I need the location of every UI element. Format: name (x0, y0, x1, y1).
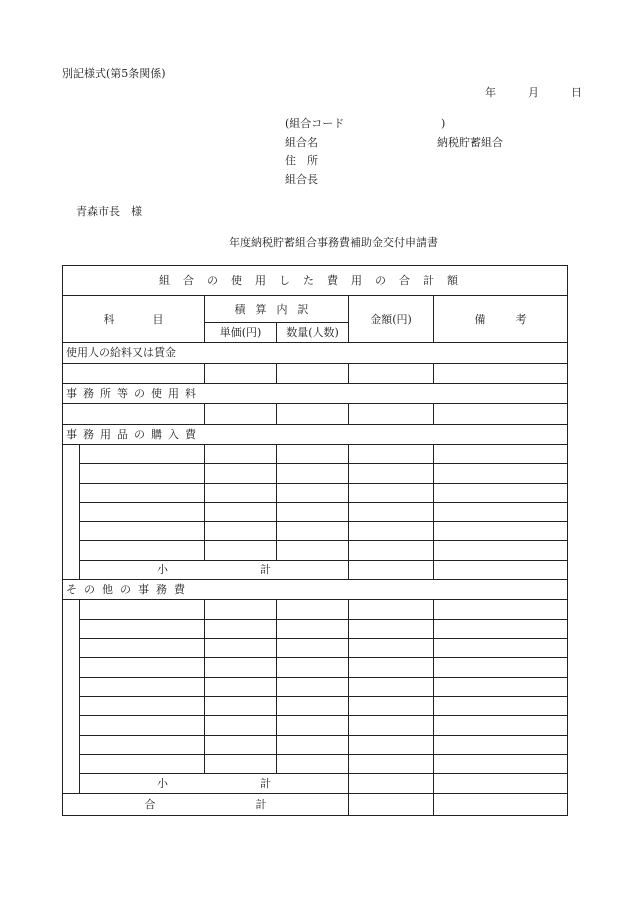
cell-remarks[interactable] (434, 639, 568, 658)
category-row-supplies (63, 424, 568, 444)
cell-unit-price[interactable] (205, 502, 277, 521)
cell-item[interactable] (80, 600, 205, 619)
total-header-text: 組合の使用した費用の合計額 (159, 274, 472, 288)
col-breakdown-header: 積算内訳 (205, 296, 349, 322)
category-row-other (63, 580, 568, 600)
table-row (63, 541, 568, 560)
cell-amount[interactable] (349, 483, 434, 502)
cell-quantity[interactable] (277, 483, 349, 502)
date-day: 日 (571, 86, 582, 99)
column-header-row-1 (63, 296, 568, 322)
cell-remarks[interactable] (434, 522, 568, 541)
cell-amount[interactable] (349, 522, 434, 541)
cell-quantity[interactable] (277, 754, 349, 773)
cell-item[interactable] (80, 696, 205, 715)
cell-remarks[interactable] (434, 502, 568, 521)
cell-unit-price[interactable] (205, 363, 277, 383)
cell-unit-price[interactable] (205, 600, 277, 619)
cell-amount[interactable] (349, 639, 434, 658)
cell-amount[interactable] (349, 619, 434, 638)
subtotal-amount[interactable] (349, 774, 434, 793)
cell-remarks[interactable] (434, 696, 568, 715)
date-year: 年 (485, 86, 496, 99)
cell-quantity[interactable] (277, 600, 349, 619)
form-label: 別記様式(第5条関係) (62, 67, 166, 80)
union-name-value: 納税貯蓄組合 (437, 136, 503, 149)
cell-amount[interactable] (349, 658, 434, 677)
category-label-office-rent: 事務所等の使用料 (63, 383, 568, 403)
cell-remarks[interactable] (434, 754, 568, 773)
cell-unit-price[interactable] (205, 619, 277, 638)
subtotal-remarks[interactable] (434, 560, 568, 579)
cell-amount[interactable] (349, 716, 434, 735)
cell-item[interactable] (63, 363, 205, 383)
table-row (63, 464, 568, 483)
recipient: 青森市長 様 (76, 205, 142, 218)
cell-remarks[interactable] (434, 658, 568, 677)
cell-remarks[interactable] (434, 541, 568, 560)
cell-item[interactable] (80, 754, 205, 773)
cell-remarks[interactable] (434, 363, 568, 383)
col-amount-header: 金額(円) (349, 296, 434, 343)
cell-unit-price[interactable] (205, 639, 277, 658)
table-row (63, 483, 568, 502)
cell-remarks[interactable] (434, 677, 568, 696)
indent-cell (63, 600, 80, 793)
table-row (63, 522, 568, 541)
cell-amount[interactable] (349, 735, 434, 754)
cell-quantity[interactable] (277, 444, 349, 463)
cell-amount[interactable] (349, 404, 434, 424)
grand-total-row (63, 793, 568, 815)
table-row (63, 677, 568, 696)
cell-item[interactable] (80, 541, 205, 560)
table-row (63, 696, 568, 715)
cell-quantity[interactable] (277, 404, 349, 424)
cell-quantity[interactable] (277, 735, 349, 754)
cell-remarks[interactable] (434, 735, 568, 754)
table-row (63, 639, 568, 658)
col-quantity-header: 数量(人数) (277, 322, 349, 342)
cell-item[interactable] (80, 677, 205, 696)
cell-remarks[interactable] (434, 483, 568, 502)
cell-amount[interactable] (349, 600, 434, 619)
union-code-close: ) (441, 117, 446, 130)
cell-amount[interactable] (349, 502, 434, 521)
cell-unit-price[interactable] (205, 444, 277, 463)
cell-amount[interactable] (349, 363, 434, 383)
union-name-label: 組合名 (285, 136, 318, 149)
cell-item[interactable] (80, 619, 205, 638)
grand-total-amount[interactable] (349, 793, 434, 815)
address-label: 住 所 (285, 154, 318, 167)
category-row-office-rent (63, 383, 568, 403)
table-row (63, 444, 568, 463)
category-label-other: その他の事務費 (63, 580, 568, 600)
cell-unit-price[interactable] (205, 658, 277, 677)
cell-item[interactable] (80, 716, 205, 735)
cell-item[interactable] (63, 404, 205, 424)
category-label-wages: 使用人の給料又は賃金 (63, 343, 568, 363)
date-month: 月 (528, 86, 539, 99)
date-line (485, 87, 582, 98)
chief-label: 組合長 (285, 173, 318, 186)
table-row (63, 600, 568, 619)
cell-amount[interactable] (349, 696, 434, 715)
table-row (63, 404, 568, 424)
cell-quantity[interactable] (277, 502, 349, 521)
cell-unit-price[interactable] (205, 677, 277, 696)
cell-quantity[interactable] (277, 363, 349, 383)
cell-amount[interactable] (349, 754, 434, 773)
cell-quantity[interactable] (277, 716, 349, 735)
grand-total-remarks[interactable] (434, 793, 568, 815)
union-code-label: (組合コード (285, 117, 345, 130)
cell-amount[interactable] (349, 677, 434, 696)
cell-quantity[interactable] (277, 619, 349, 638)
cell-amount[interactable] (349, 444, 434, 463)
cell-unit-price[interactable] (205, 696, 277, 715)
cell-item[interactable] (80, 658, 205, 677)
cell-quantity[interactable] (277, 464, 349, 483)
cell-remarks[interactable] (434, 716, 568, 735)
cell-quantity[interactable] (277, 541, 349, 560)
cell-unit-price[interactable] (205, 522, 277, 541)
cell-quantity[interactable] (277, 639, 349, 658)
subtotal-amount[interactable] (349, 560, 434, 579)
document-title: 年度納税貯蓄組合事務費補助金交付申請書 (229, 236, 438, 249)
table-row (63, 735, 568, 754)
subtotal-label: 小 計 (80, 774, 349, 793)
cell-unit-price[interactable] (205, 716, 277, 735)
cell-quantity[interactable] (277, 696, 349, 715)
category-label-supplies: 事務用品の購入費 (63, 424, 568, 444)
cell-unit-price[interactable] (205, 483, 277, 502)
col-unit-price-header: 単価(円) (205, 322, 277, 342)
cell-unit-price[interactable] (205, 404, 277, 424)
table-row (63, 363, 568, 383)
cell-remarks[interactable] (434, 444, 568, 463)
cell-amount[interactable] (349, 464, 434, 483)
cell-remarks[interactable] (434, 464, 568, 483)
subtotal-row-other (63, 774, 568, 793)
cell-item[interactable] (80, 483, 205, 502)
grand-total-label: 合 計 (63, 793, 349, 815)
table-row (63, 502, 568, 521)
subtotal-row-supplies (63, 560, 568, 579)
cell-unit-price[interactable] (205, 754, 277, 773)
col-item-header: 科 目 (63, 296, 205, 343)
total-header-row (63, 266, 568, 296)
table-row (63, 754, 568, 773)
indent-cell (63, 444, 80, 579)
expense-table (62, 265, 568, 816)
subtotal-label: 小 計 (80, 560, 349, 579)
table-row (63, 658, 568, 677)
subtotal-remarks[interactable] (434, 774, 568, 793)
col-remarks-header: 備 考 (434, 296, 568, 343)
cell-unit-price[interactable] (205, 464, 277, 483)
cell-item[interactable] (80, 735, 205, 754)
cell-item[interactable] (80, 522, 205, 541)
cell-amount[interactable] (349, 541, 434, 560)
cell-item[interactable] (80, 444, 205, 463)
cell-unit-price[interactable] (205, 735, 277, 754)
cell-item[interactable] (80, 464, 205, 483)
cell-item[interactable] (80, 502, 205, 521)
cell-quantity[interactable] (277, 522, 349, 541)
cell-remarks[interactable] (434, 619, 568, 638)
cell-unit-price[interactable] (205, 541, 277, 560)
cell-quantity[interactable] (277, 658, 349, 677)
category-row-wages (63, 343, 568, 363)
cell-quantity[interactable] (277, 677, 349, 696)
table-row (63, 716, 568, 735)
cell-remarks[interactable] (434, 404, 568, 424)
cell-remarks[interactable] (434, 600, 568, 619)
table-row (63, 619, 568, 638)
cell-item[interactable] (80, 639, 205, 658)
total-header-cell (63, 266, 568, 296)
